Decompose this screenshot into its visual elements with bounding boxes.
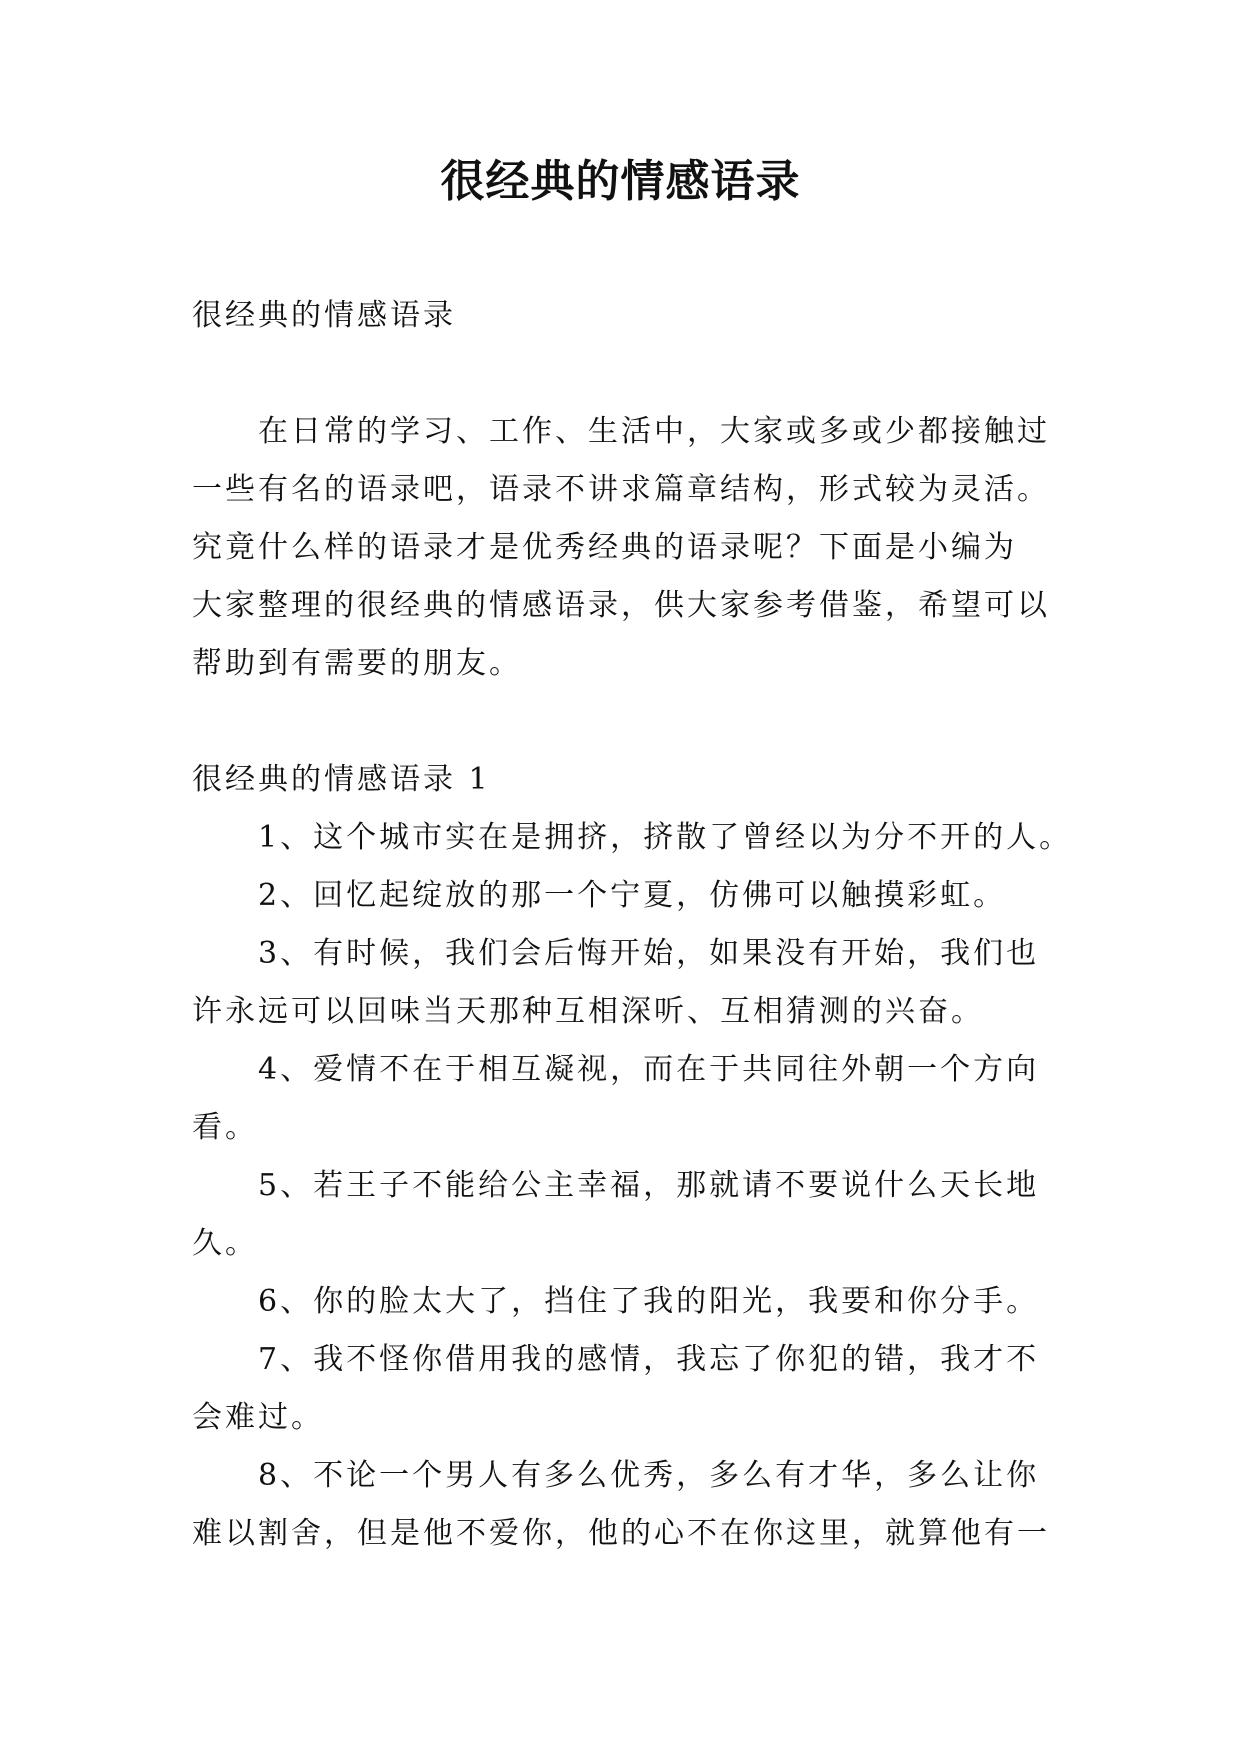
quote-line-continued: 会难过。 (192, 1400, 324, 1435)
document-body (192, 287, 1072, 1563)
quote-line-continued: 久。 (192, 1226, 258, 1261)
quote-line-continued: 许永远可以回味当天那种互相深听、互相猜测的兴奋。 (192, 994, 984, 1029)
quote-item (192, 1041, 1072, 1157)
quote-item (192, 925, 1072, 1041)
quote-list (192, 809, 1072, 1563)
quote-item (192, 809, 1072, 867)
quote-line: 8、不论一个男人有多么优秀，多么有才华，多么让你 (258, 1458, 1040, 1493)
quote-line: 6、你的脸太大了，挡住了我的阳光，我要和你分手。 (258, 1284, 1040, 1319)
quote-line: 7、我不怪你借用我的感情，我忘了你犯的错，我才不 (258, 1342, 1040, 1377)
quote-line: 3、有时候，我们会后悔开始，如果没有开始，我们也 (258, 936, 1040, 971)
quote-item (192, 1447, 1072, 1563)
quote-line: 1、这个城市实在是拥挤，挤散了曾经以为分不开的人。 (258, 820, 1073, 855)
quote-line-continued: 看。 (192, 1110, 258, 1145)
quote-item (192, 1331, 1072, 1447)
intro-line: 在日常的学习、工作、生活中，大家或多或少都接触过 (258, 414, 1050, 449)
intro-line: 帮助到有需要的朋友。 (192, 646, 522, 681)
document-title: 很经典的情感语录 (440, 156, 801, 207)
intro-paragraph (192, 403, 1072, 693)
quote-line: 5、若王子不能给公主幸福，那就请不要说什么天长地 (258, 1168, 1040, 1203)
quote-line: 2、回忆起绽放的那一个宁夏，仿佛可以触摸彩虹。 (258, 878, 1007, 913)
spacer (192, 693, 1072, 751)
intro-line: 大家整理的很经典的情感语录，供大家参考借鉴，希望可以 (192, 588, 1050, 623)
quote-item (192, 1273, 1072, 1331)
quote-line-continued: 难以割舍，但是他不爱你，他的心不在你这里，就算他有一 (192, 1516, 1050, 1551)
intro-line: 一些有名的语录吧，语录不讲求篇章结构，形式较为灵活。 (192, 472, 1050, 507)
quote-line: 4、爱情不在于相互凝视，而在于共同往外朝一个方向 (258, 1052, 1040, 1087)
intro-line: 究竟什么样的语录才是优秀经典的语录呢？下面是小编为 (192, 530, 1017, 565)
section-heading: 很经典的情感语录 1 (192, 762, 491, 797)
document-subtitle: 很经典的情感语录 (192, 298, 456, 333)
quote-item (192, 867, 1072, 925)
spacer (192, 345, 1072, 403)
quote-item (192, 1157, 1072, 1273)
